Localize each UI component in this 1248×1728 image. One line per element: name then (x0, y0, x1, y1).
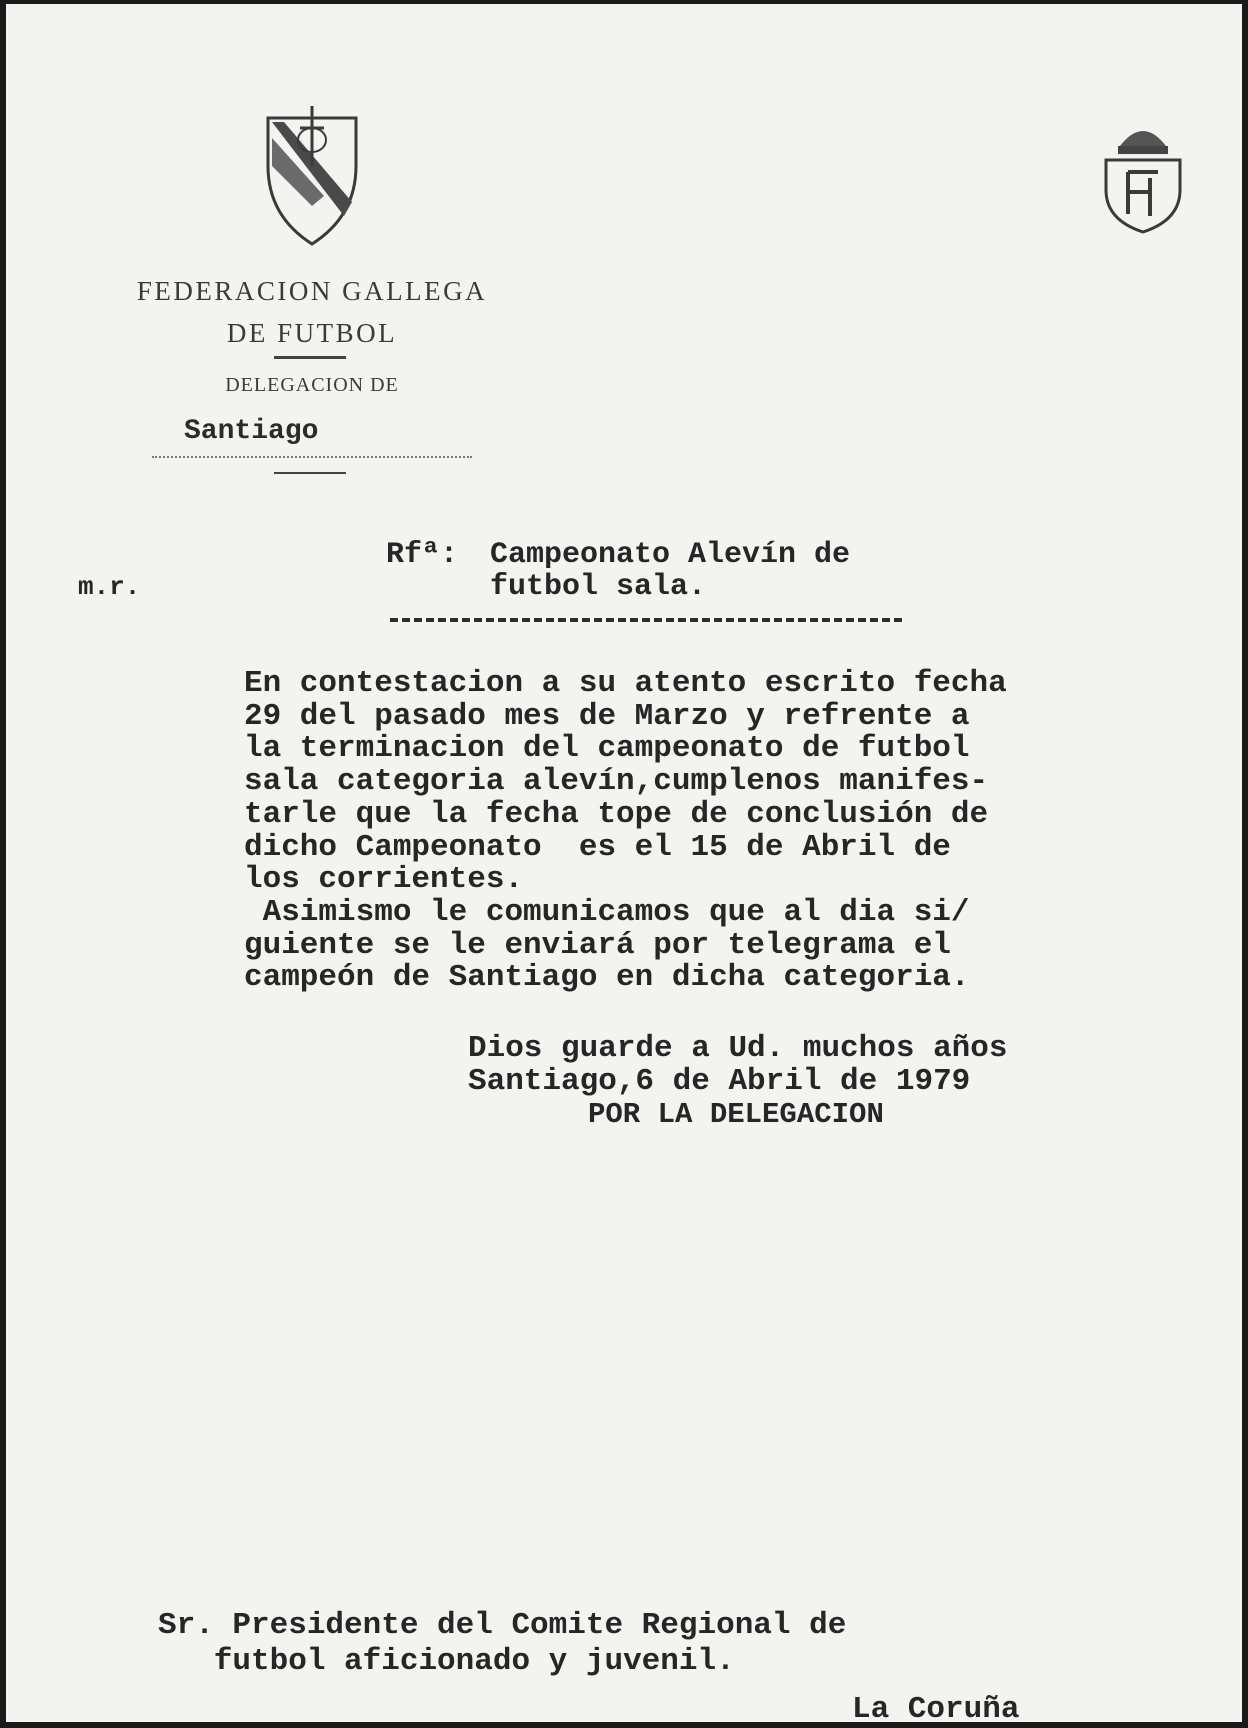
addressee-line1: Sr. Presidente del Comite Regional de (158, 1608, 847, 1643)
body-line: guiente se le enviará por telegrama el (244, 927, 951, 963)
addressee-line2: futbol aficionado y juvenil. (158, 1644, 735, 1679)
reference-initials: m.r. (78, 572, 141, 602)
body-line: En contestacion a su atento escrito fecha (244, 666, 1007, 701)
closing-salutation: Dios guarde a Ud. muchos años (468, 1031, 1008, 1066)
federation-shield-logo (264, 106, 360, 246)
body-line: Asimismo le comunicamos que al dia si/ (244, 894, 970, 930)
letterhead-rule-bottom (274, 472, 346, 474)
org-name-line2: DE FUTBOL (226, 318, 398, 348)
reference-label: Rfª: (386, 538, 459, 572)
reference-subject-line2: futbol sala. (490, 570, 707, 604)
addressee-city: La Coruña (852, 1692, 1020, 1722)
royal-crown-crest-logo (1098, 116, 1188, 236)
letterhead-rule-top (274, 356, 346, 359)
addressee-block (158, 1608, 846, 1680)
letter-closing (468, 1032, 1008, 1131)
closing-place-date: Santiago,6 de Abril de 1979 (468, 1064, 971, 1099)
letter-page (6, 4, 1242, 1722)
delegation-city: Santiago (184, 416, 319, 447)
delegation-label: DELEGACION DE (225, 374, 399, 396)
body-line: la terminacion del campeonato de futbol (244, 731, 970, 767)
letter-body (244, 668, 1007, 995)
body-line: tarle que la fecha tope de conclusión de (244, 796, 989, 832)
body-line: dicho Campeonato es el 15 de Abril de (244, 829, 951, 865)
body-line: campeón de Santiago en dicha categoria. (244, 960, 970, 996)
organization-name (102, 270, 522, 354)
body-line: 29 del pasado mes de Marzo y refrente a (244, 698, 970, 734)
org-name-line1: FEDERACION GALLEGA (136, 276, 488, 306)
reference-subject-line1: Campeonato Alevín de (490, 538, 851, 572)
body-line: sala categoria alevín,cumplenos manifes- (244, 764, 989, 800)
reference-underline (390, 618, 902, 622)
closing-signature: POR LA DELEGACION (588, 1098, 884, 1131)
body-line: los corrientes. (244, 862, 524, 898)
delegation-dotted-line (152, 456, 472, 458)
